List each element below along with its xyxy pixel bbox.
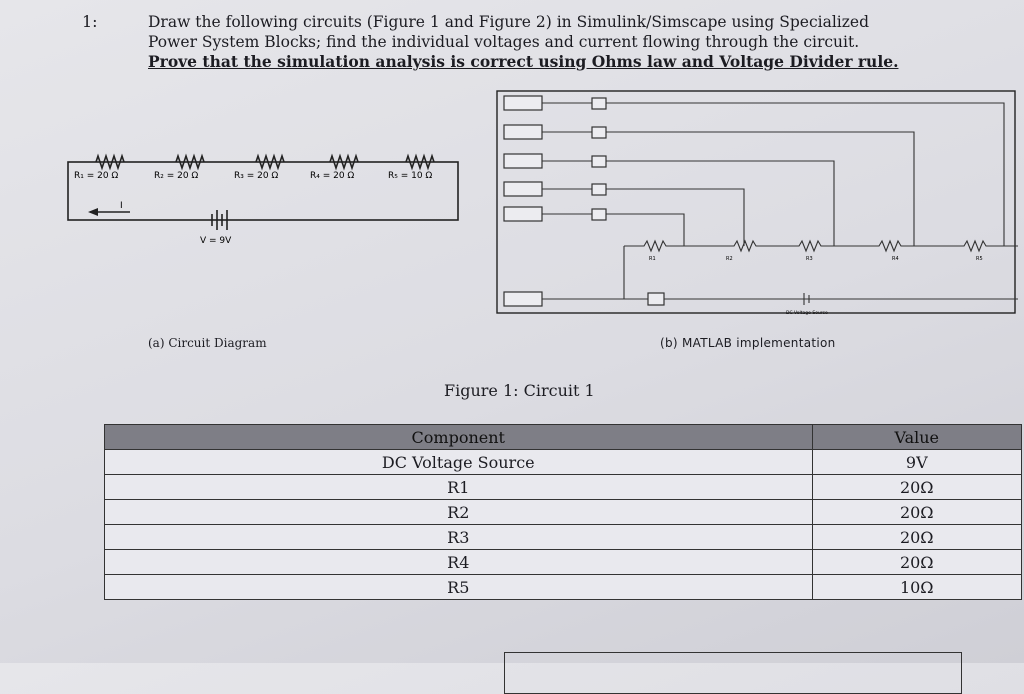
display-block-5: [504, 207, 542, 221]
simulink-diagram: [494, 88, 1020, 318]
sim-r1-label: R1: [649, 256, 656, 262]
component-table: [104, 424, 1022, 600]
sim-r5-label: R5: [976, 256, 983, 262]
circuit-diagram: [60, 140, 470, 250]
cell-value: 10Ω: [812, 575, 1021, 600]
cell-value: 20Ω: [812, 475, 1021, 500]
sim-source-label: DC Voltage Source: [786, 311, 828, 316]
resistor-r5-label: R₅ = 10 Ω: [388, 171, 433, 181]
sim-r2-label: R2: [726, 256, 733, 262]
cell-component: R5: [105, 575, 813, 600]
wire-return-left: [624, 246, 648, 299]
display-block-3: [504, 154, 542, 168]
sensor-block-2: [592, 127, 606, 138]
resistor-r4-label: R₄ = 20 Ω: [310, 171, 355, 181]
cell-value: 20Ω: [812, 500, 1021, 525]
table-row: [105, 575, 1022, 600]
simulink-frame: [497, 91, 1015, 313]
resistor-r2-label: R₂ = 20 Ω: [154, 171, 199, 181]
question-line-2: Power System Blocks; find the individual voltages and current flowing through the circuit.: [148, 33, 860, 51]
caption-matlab-implementation: (b) MATLAB implementation: [660, 336, 836, 350]
table-row: [105, 475, 1022, 500]
sensor-block-5: [592, 209, 606, 220]
current-sensor-block: [648, 293, 664, 305]
sim-r4-label: R4: [892, 256, 899, 262]
sim-r3-label: R3: [806, 256, 813, 262]
wire-sensor-4: [606, 189, 744, 246]
cell-component: R4: [105, 550, 813, 575]
source-voltage-label: V = 9V: [200, 236, 232, 246]
table-row: [105, 550, 1022, 575]
header-value: Value: [812, 425, 1021, 450]
cell-component: R2: [105, 500, 813, 525]
table-row: [105, 450, 1022, 475]
next-table-edge: [504, 652, 962, 694]
sensor-block-3: [592, 156, 606, 167]
figure-title: Figure 1: Circuit 1: [444, 381, 595, 400]
wire-sensor-1: [606, 103, 1004, 246]
display-block-6: [504, 292, 542, 306]
table-row: [105, 500, 1022, 525]
display-block-1: [504, 96, 542, 110]
question-line-3: Prove that the simulation analysis is correct using Ohms law and Voltage Divider rule.: [148, 52, 899, 71]
cell-component: R3: [105, 525, 813, 550]
question-line-1: Draw the following circuits (Figure 1 and Figure 2) in Simulink/Simscape using Specialized: [148, 13, 870, 31]
cell-value: 20Ω: [812, 550, 1021, 575]
table-row: [105, 525, 1022, 550]
cell-value: 9V: [812, 450, 1021, 475]
cell-component: DC Voltage Source: [105, 450, 813, 475]
header-component: Component: [105, 425, 813, 450]
resistor-chain: [624, 241, 1018, 251]
display-block-4: [504, 182, 542, 196]
resistor-r3-label: R₃ = 20 Ω: [234, 171, 279, 181]
sensor-block-1: [592, 98, 606, 109]
question-number: 1:: [82, 12, 98, 31]
cell-component: R1: [105, 475, 813, 500]
current-label: I: [120, 201, 123, 211]
display-block-2: [504, 125, 542, 139]
question-text: [148, 12, 998, 72]
current-arrow-head: [88, 208, 98, 216]
wire-sensor-5: [606, 214, 684, 246]
resistor-r1-label: R₁ = 20 Ω: [74, 171, 119, 181]
sensor-block-4: [592, 184, 606, 195]
cell-value: 20Ω: [812, 525, 1021, 550]
table-header-row: [105, 425, 1022, 450]
wire-sensor-3: [606, 161, 834, 246]
caption-circuit-diagram: (a) Circuit Diagram: [148, 336, 267, 350]
